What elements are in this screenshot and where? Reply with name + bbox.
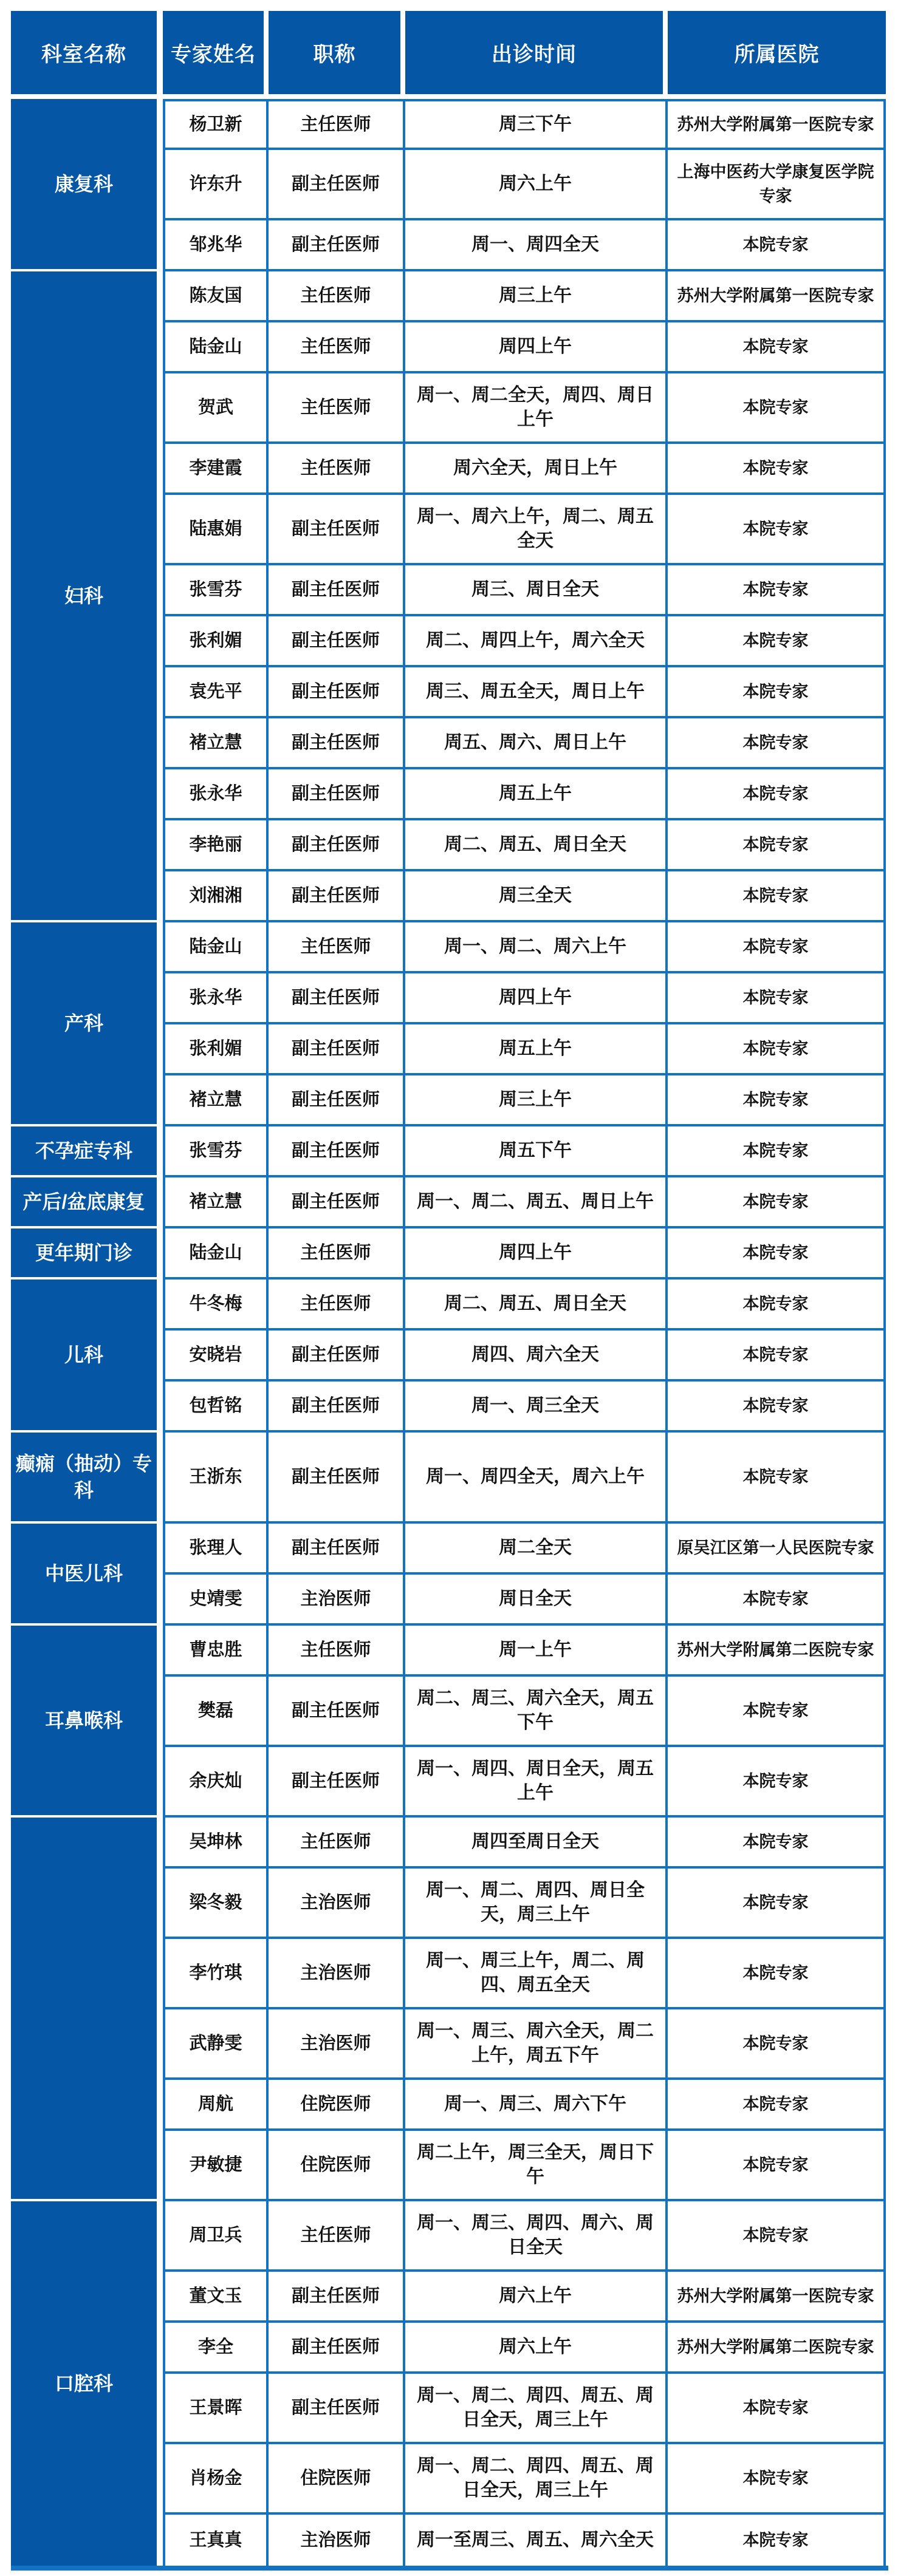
schedule-time-cell: 周三上午 bbox=[405, 271, 668, 322]
doctor-name-cell: 王景晖 bbox=[163, 2374, 269, 2444]
department-cell: 产科 bbox=[11, 922, 163, 1126]
hospital-cell: 本院专家 bbox=[668, 2080, 886, 2131]
hospital-cell: 本院专家 bbox=[668, 718, 886, 769]
doctor-name-cell: 史靖雯 bbox=[163, 1575, 269, 1626]
doctor-name-cell: 王真真 bbox=[163, 2515, 269, 2566]
schedule-time-cell: 周四上午 bbox=[405, 1228, 668, 1279]
department-section bbox=[11, 1818, 888, 2201]
hospital-cell: 本院专家 bbox=[668, 1869, 886, 1939]
department-section bbox=[11, 1279, 888, 1433]
hospital-cell: 本院专家 bbox=[668, 2201, 886, 2272]
doctor-title-cell: 副主任医师 bbox=[269, 2323, 405, 2374]
schedule-time-cell: 周六上午 bbox=[405, 2272, 668, 2323]
doctor-title-cell: 主治医师 bbox=[269, 2515, 405, 2566]
schedule-time-cell: 周一、周四全天，周六上午 bbox=[405, 1433, 668, 1524]
doctor-title-cell: 副主任医师 bbox=[269, 616, 405, 667]
department-cell: 不孕症专科 bbox=[11, 1126, 163, 1177]
schedule-time-cell: 周一、周二、周四、周日全天，周三上午 bbox=[405, 1869, 668, 1939]
schedule-time-cell: 周五下午 bbox=[405, 1126, 668, 1177]
department-section bbox=[11, 99, 888, 271]
doctor-name-cell: 许东升 bbox=[163, 150, 269, 220]
doctor-name-cell: 褚立慧 bbox=[163, 1177, 269, 1228]
doctor-name-cell: 杨卫新 bbox=[163, 99, 269, 150]
doctor-name-cell: 安晓岩 bbox=[163, 1331, 269, 1382]
hospital-cell: 本院专家 bbox=[668, 1177, 886, 1228]
doctor-title-cell: 副主任医师 bbox=[269, 2272, 405, 2323]
schedule-time-cell: 周一、周三全天 bbox=[405, 1382, 668, 1433]
department-section bbox=[11, 1228, 888, 1279]
doctor-title-cell: 主治医师 bbox=[269, 1575, 405, 1626]
schedule-time-cell: 周四上午 bbox=[405, 973, 668, 1024]
doctor-title-cell: 主任医师 bbox=[269, 922, 405, 973]
schedule-time-cell: 周六上午 bbox=[405, 2323, 668, 2374]
schedule-time-cell: 周一、周三、周六下午 bbox=[405, 2080, 668, 2131]
doctor-name-cell: 邹兆华 bbox=[163, 220, 269, 271]
doctor-name-cell: 陆惠娟 bbox=[163, 495, 269, 565]
doctor-title-cell: 副主任医师 bbox=[269, 1024, 405, 1075]
doctor-name-cell: 曹忠胜 bbox=[163, 1626, 269, 1677]
schedule-time-cell: 周二上午，周三全天，周日下午 bbox=[405, 2131, 668, 2201]
schedule-time-cell: 周二、周三、周六全天，周五下午 bbox=[405, 1677, 668, 1747]
hospital-cell: 本院专家 bbox=[668, 1331, 886, 1382]
doctor-name-cell: 张利媚 bbox=[163, 616, 269, 667]
schedule-time-cell: 周一、周四全天 bbox=[405, 220, 668, 271]
department-cell: 癫痫（抽动）专科 bbox=[11, 1433, 163, 1524]
department-cell: 耳鼻喉科 bbox=[11, 1626, 163, 1818]
schedule-time-cell: 周三全天 bbox=[405, 871, 668, 922]
doctor-title-cell: 主任医师 bbox=[269, 271, 405, 322]
department-cell: 中医儿科 bbox=[11, 1524, 163, 1626]
hospital-cell: 本院专家 bbox=[668, 1575, 886, 1626]
schedule-time-cell: 周一、周三、周六全天，周二上午，周五下午 bbox=[405, 2009, 668, 2080]
doctor-title-cell: 副主任医师 bbox=[269, 1382, 405, 1433]
hospital-cell: 本院专家 bbox=[668, 322, 886, 373]
doctor-name-cell: 董文玉 bbox=[163, 2272, 269, 2323]
department-section bbox=[11, 2201, 888, 2566]
doctor-title-cell: 副主任医师 bbox=[269, 973, 405, 1024]
table-header bbox=[11, 11, 888, 94]
schedule-time-cell: 周六全天，周日上午 bbox=[405, 444, 668, 495]
schedule-time-cell: 周五上午 bbox=[405, 769, 668, 820]
doctor-name-cell: 余庆灿 bbox=[163, 1747, 269, 1818]
hospital-cell: 本院专家 bbox=[668, 1818, 886, 1869]
doctor-title-cell: 主治医师 bbox=[269, 1869, 405, 1939]
doctor-name-cell: 王浙东 bbox=[163, 1433, 269, 1524]
doctor-name-cell: 张永华 bbox=[163, 769, 269, 820]
schedule-time-cell: 周一、周二全天，周四、周日上午 bbox=[405, 373, 668, 444]
doctor-name-cell: 褚立慧 bbox=[163, 1075, 269, 1126]
schedule-time-cell: 周四上午 bbox=[405, 322, 668, 373]
hospital-cell: 本院专家 bbox=[668, 2444, 886, 2515]
doctor-title-cell: 副主任医师 bbox=[269, 220, 405, 271]
doctor-title-cell: 主任医师 bbox=[269, 1279, 405, 1331]
doctor-title-cell: 主任医师 bbox=[269, 1228, 405, 1279]
doctor-title-cell: 副主任医师 bbox=[269, 495, 405, 565]
doctor-title-cell: 副主任医师 bbox=[269, 820, 405, 871]
hospital-cell: 本院专家 bbox=[668, 1433, 886, 1524]
department-section bbox=[11, 1177, 888, 1228]
doctor-title-cell: 副主任医师 bbox=[269, 718, 405, 769]
hospital-cell: 上海中医药大学康复医学院专家 bbox=[668, 150, 886, 220]
doctor-title-cell: 副主任医师 bbox=[269, 150, 405, 220]
doctor-title-cell: 副主任医师 bbox=[269, 2374, 405, 2444]
doctor-title-cell: 住院医师 bbox=[269, 2131, 405, 2201]
hospital-cell: 本院专家 bbox=[668, 373, 886, 444]
schedule-time-cell: 周一、周三、周四、周六、周日全天 bbox=[405, 2201, 668, 2272]
doctor-name-cell: 周卫兵 bbox=[163, 2201, 269, 2272]
doctor-title-cell: 副主任医师 bbox=[269, 565, 405, 616]
schedule-time-cell: 周二、周五、周日全天 bbox=[405, 1279, 668, 1331]
doctor-name-cell: 张雪芬 bbox=[163, 1126, 269, 1177]
header-cell-doctor-name: 专家姓名 bbox=[163, 11, 269, 94]
hospital-cell: 本院专家 bbox=[668, 2515, 886, 2566]
doctor-title-cell: 副主任医师 bbox=[269, 1177, 405, 1228]
doctor-title-cell: 主任医师 bbox=[269, 444, 405, 495]
header-cell-hospital: 所属医院 bbox=[668, 11, 886, 94]
department-cell: 更年期门诊 bbox=[11, 1228, 163, 1279]
doctor-name-cell: 张理人 bbox=[163, 1524, 269, 1575]
hospital-cell: 本院专家 bbox=[668, 1228, 886, 1279]
doctor-name-cell: 张利媚 bbox=[163, 1024, 269, 1075]
doctor-title-cell: 副主任医师 bbox=[269, 1433, 405, 1524]
doctor-title-cell: 主任医师 bbox=[269, 373, 405, 444]
department-section bbox=[11, 1524, 888, 1626]
doctor-name-cell: 吴坤林 bbox=[163, 1818, 269, 1869]
schedule-time-cell: 周一、周二、周四、周五、周日全天，周三上午 bbox=[405, 2444, 668, 2515]
doctor-name-cell: 李竹琪 bbox=[163, 1939, 269, 2009]
hospital-cell: 本院专家 bbox=[668, 1024, 886, 1075]
department-section bbox=[11, 1126, 888, 1177]
hospital-cell: 本院专家 bbox=[668, 2374, 886, 2444]
doctor-title-cell: 主任医师 bbox=[269, 1818, 405, 1869]
doctor-title-cell: 住院医师 bbox=[269, 2080, 405, 2131]
schedule-time-cell: 周一、周二、周五、周日上午 bbox=[405, 1177, 668, 1228]
schedule-time-cell: 周二全天 bbox=[405, 1524, 668, 1575]
schedule-time-cell: 周五、周六、周日上午 bbox=[405, 718, 668, 769]
hospital-cell: 苏州大学附属第一医院专家 bbox=[668, 99, 886, 150]
department-cell: 口腔科 bbox=[11, 2201, 163, 2566]
hospital-cell: 本院专家 bbox=[668, 1075, 886, 1126]
doctor-title-cell: 主任医师 bbox=[269, 1626, 405, 1677]
doctor-name-cell: 褚立慧 bbox=[163, 718, 269, 769]
schedule-time-cell: 周一、周三上午，周二、周四、周五全天 bbox=[405, 1939, 668, 2009]
hospital-cell: 本院专家 bbox=[668, 2009, 886, 2080]
doctor-name-cell: 袁先平 bbox=[163, 667, 269, 718]
doctor-title-cell: 副主任医师 bbox=[269, 1331, 405, 1382]
hospital-cell: 本院专家 bbox=[668, 769, 886, 820]
doctor-name-cell: 陈友国 bbox=[163, 271, 269, 322]
doctor-title-cell: 副主任医师 bbox=[269, 1126, 405, 1177]
schedule-time-cell: 周一、周四、周日全天，周五上午 bbox=[405, 1747, 668, 1818]
doctor-title-cell: 主治医师 bbox=[269, 1939, 405, 2009]
doctor-name-cell: 刘湘湘 bbox=[163, 871, 269, 922]
doctor-title-cell: 副主任医师 bbox=[269, 769, 405, 820]
schedule-time-cell: 周一、周二、周四、周五、周日全天，周三上午 bbox=[405, 2374, 668, 2444]
schedule-time-cell: 周一、周二、周六上午 bbox=[405, 922, 668, 973]
hospital-cell: 苏州大学附属第二医院专家 bbox=[668, 2323, 886, 2374]
doctor-name-cell: 包哲铭 bbox=[163, 1382, 269, 1433]
department-section bbox=[11, 1433, 888, 1524]
doctor-title-cell: 主任医师 bbox=[269, 322, 405, 373]
hospital-cell: 本院专家 bbox=[668, 922, 886, 973]
table-body bbox=[11, 99, 888, 2571]
doctor-name-cell: 李全 bbox=[163, 2323, 269, 2374]
doctor-title-cell: 主治医师 bbox=[269, 2009, 405, 2080]
schedule-time-cell: 周四至周日全天 bbox=[405, 1818, 668, 1869]
doctor-name-cell: 尹敏捷 bbox=[163, 2131, 269, 2201]
schedule-time-cell: 周二、周四上午，周六全天 bbox=[405, 616, 668, 667]
schedule-time-cell: 周三、周五全天，周日上午 bbox=[405, 667, 668, 718]
schedule-time-cell: 周一上午 bbox=[405, 1626, 668, 1677]
department-section bbox=[11, 922, 888, 1126]
header-cell-department: 科室名称 bbox=[11, 11, 163, 94]
schedule-time-cell: 周一、周六上午，周二、周五全天 bbox=[405, 495, 668, 565]
department-section bbox=[11, 271, 888, 922]
hospital-cell: 本院专家 bbox=[668, 667, 886, 718]
department-cell: 康复科 bbox=[11, 99, 163, 271]
schedule-time-cell: 周日全天 bbox=[405, 1575, 668, 1626]
schedule-time-cell: 周五上午 bbox=[405, 1024, 668, 1075]
hospital-cell: 本院专家 bbox=[668, 1747, 886, 1818]
hospital-cell: 本院专家 bbox=[668, 220, 886, 271]
hospital-cell: 本院专家 bbox=[668, 1382, 886, 1433]
hospital-cell: 本院专家 bbox=[668, 444, 886, 495]
doctor-title-cell: 副主任医师 bbox=[269, 1747, 405, 1818]
schedule-time-cell: 周一至周三、周五、周六全天 bbox=[405, 2515, 668, 2566]
doctor-title-cell: 副主任医师 bbox=[269, 1677, 405, 1747]
hospital-cell: 本院专家 bbox=[668, 1677, 886, 1747]
doctor-title-cell: 副主任医师 bbox=[269, 1524, 405, 1575]
hospital-cell: 苏州大学附属第二医院专家 bbox=[668, 1626, 886, 1677]
doctor-name-cell: 武静雯 bbox=[163, 2009, 269, 2080]
department-cell: 妇科 bbox=[11, 271, 163, 922]
hospital-cell: 本院专家 bbox=[668, 1279, 886, 1331]
doctor-name-cell: 张雪芬 bbox=[163, 565, 269, 616]
hospital-cell: 本院专家 bbox=[668, 1939, 886, 2009]
hospital-cell: 本院专家 bbox=[668, 495, 886, 565]
schedule-time-cell: 周三、周日全天 bbox=[405, 565, 668, 616]
doctor-title-cell: 主任医师 bbox=[269, 2201, 405, 2272]
schedule-time-cell: 周四、周六全天 bbox=[405, 1331, 668, 1382]
hospital-cell: 本院专家 bbox=[668, 871, 886, 922]
header-cell-visit-time: 出诊时间 bbox=[405, 11, 668, 94]
doctor-name-cell: 李艳丽 bbox=[163, 820, 269, 871]
hospital-cell: 本院专家 bbox=[668, 1126, 886, 1177]
schedule-time-cell: 周二、周五、周日全天 bbox=[405, 820, 668, 871]
hospital-cell: 本院专家 bbox=[668, 616, 886, 667]
schedule-time-cell: 周三上午 bbox=[405, 1075, 668, 1126]
doctor-title-cell: 副主任医师 bbox=[269, 871, 405, 922]
department-cell: 产后/盆底康复 bbox=[11, 1177, 163, 1228]
hospital-cell: 原吴江区第一人民医院专家 bbox=[668, 1524, 886, 1575]
doctor-name-cell: 陆金山 bbox=[163, 322, 269, 373]
department-cell bbox=[11, 1818, 163, 2201]
department-cell: 儿科 bbox=[11, 1279, 163, 1433]
doctor-name-cell: 张永华 bbox=[163, 973, 269, 1024]
hospital-cell: 本院专家 bbox=[668, 973, 886, 1024]
doctor-name-cell: 李建霞 bbox=[163, 444, 269, 495]
hospital-cell: 苏州大学附属第一医院专家 bbox=[668, 2272, 886, 2323]
doctor-name-cell: 梁冬毅 bbox=[163, 1869, 269, 1939]
doctor-name-cell: 陆金山 bbox=[163, 922, 269, 973]
doctor-name-cell: 周航 bbox=[163, 2080, 269, 2131]
doctor-name-cell: 樊磊 bbox=[163, 1677, 269, 1747]
doctor-title-cell: 主任医师 bbox=[269, 99, 405, 150]
schedule-time-cell: 周六上午 bbox=[405, 150, 668, 220]
doctor-name-cell: 肖杨金 bbox=[163, 2444, 269, 2515]
doctor-name-cell: 陆金山 bbox=[163, 1228, 269, 1279]
doctor-name-cell: 牛冬梅 bbox=[163, 1279, 269, 1331]
header-cell-doctor-title: 职称 bbox=[269, 11, 405, 94]
doctor-title-cell: 副主任医师 bbox=[269, 667, 405, 718]
doctor-title-cell: 副主任医师 bbox=[269, 1075, 405, 1126]
hospital-cell: 本院专家 bbox=[668, 820, 886, 871]
schedule-table bbox=[11, 11, 888, 2571]
hospital-cell: 本院专家 bbox=[668, 2131, 886, 2201]
doctor-name-cell: 贺武 bbox=[163, 373, 269, 444]
hospital-cell: 本院专家 bbox=[668, 565, 886, 616]
schedule-time-cell: 周三下午 bbox=[405, 99, 668, 150]
doctor-title-cell: 住院医师 bbox=[269, 2444, 405, 2515]
department-section bbox=[11, 1626, 888, 1818]
hospital-cell: 苏州大学附属第一医院专家 bbox=[668, 271, 886, 322]
